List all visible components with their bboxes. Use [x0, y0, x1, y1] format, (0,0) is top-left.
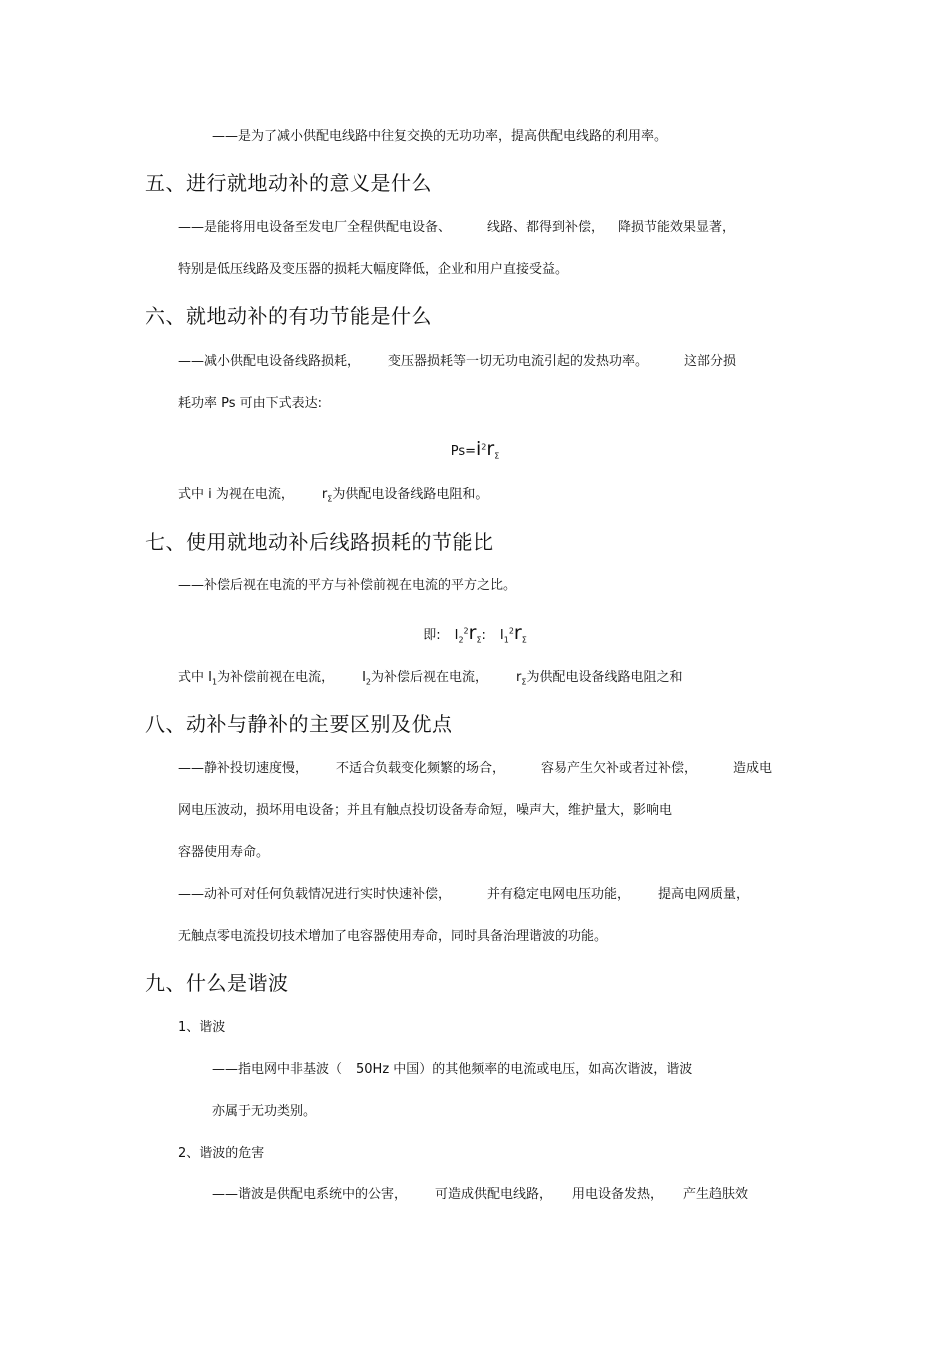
formula-ratio-colon: : — [481, 628, 486, 643]
section-8-paragraph-line-3: 容器使用寿命。 — [178, 845, 270, 860]
s9-sub1-part-b: 50Hz 中国）的其他频率的电流或电压，如高次谐波，谐波 — [356, 1062, 693, 1077]
s7-note-part-d: 为补偿后视在电流， — [371, 670, 489, 685]
s7-note-part-f: 为供配电设备线路电阻之和 — [526, 670, 683, 685]
s8-p1-part-b: 不适合负载变化频繁的场合， — [336, 761, 506, 776]
section-7-note — [178, 669, 682, 687]
s7-note-sigma: Σ — [521, 677, 527, 687]
section-6-heading: 六、就地动补的有功节能是什么 — [145, 304, 432, 328]
section-5-paragraph-line-1 — [178, 219, 735, 237]
s9-sub2-part-c: 用电设备发热， — [572, 1187, 664, 1202]
section-9-subheading-1: 1、谐波 — [178, 1020, 226, 1035]
s8-p4-part-b: 并有稳定电网电压功能， — [487, 887, 631, 902]
s9-sub2-part-b: 可造成供配电线路， — [435, 1187, 553, 1202]
s6-p1-part-b: 变压器损耗等一切无功电流引起的发热功率。 — [388, 354, 649, 369]
section-6-note — [178, 486, 488, 504]
formula-ps — [0, 440, 950, 461]
formula-ratio-exp1: 2 — [508, 626, 514, 636]
section-5-heading: 五、进行就地动补的意义是什么 — [145, 171, 432, 195]
formula-ps-i: i — [476, 438, 482, 460]
formula-ps-r: r — [486, 438, 495, 460]
formula-ratio-sub2: 2 — [458, 635, 464, 645]
section-9-subheading-2: 2、谐波的危害 — [178, 1146, 265, 1161]
s5-p1-part-a: ——是能将用电设备至发电厂全程供配电设备、 — [178, 220, 452, 235]
formula-ratio-sub1: 1 — [503, 635, 509, 645]
s7-note-part-c: I — [362, 670, 366, 685]
section-9-sub1-line-1 — [212, 1061, 692, 1079]
section-8-paragraph-line-5: 无触点零电流投切技术增加了电容器使用寿命，同时具备治理谐波的功能。 — [178, 929, 608, 944]
section-9-heading: 九、什么是谐波 — [145, 971, 289, 995]
formula-ratio-r1: r — [513, 622, 522, 644]
formula-ratio — [0, 624, 950, 645]
section-8-paragraph-line-1 — [178, 760, 772, 778]
s7-note-part-b: 为补偿前视在电流， — [217, 670, 335, 685]
s6-p1-part-a: ——减小供配电设备线路损耗， — [178, 354, 361, 369]
section-8-heading: 八、动补与静补的主要区别及优点 — [145, 712, 453, 736]
s6-note-part-a: 式中 i 为视在电流， — [178, 487, 294, 502]
s6-note-r: r — [321, 487, 328, 502]
s8-p1-part-a: ——静补投切速度慢， — [178, 761, 309, 776]
section-8-paragraph-line-2: 网电压波动，损坏用电设备；并且有触点投切设备寿命短，噪声大，维护量大，影响电 — [178, 803, 673, 818]
s6-note-sigma: Σ — [327, 494, 333, 504]
formula-ratio-exp2: 2 — [463, 626, 469, 636]
s9-sub2-part-d: 产生趋肤效 — [683, 1187, 749, 1202]
section-8-paragraph-line-4 — [178, 886, 749, 904]
formula-ratio-I1: I — [499, 628, 504, 643]
formula-ratio-prefix: 即: — [423, 628, 441, 643]
section-9-sub2-line-1 — [212, 1186, 748, 1204]
s8-p4-part-c: 提高电网质量， — [658, 887, 750, 902]
formula-ratio-r2: r — [468, 622, 477, 644]
s8-p1-part-c: 容易产生欠补或者过补偿， — [541, 761, 698, 776]
s7-note-part-e: r — [516, 670, 522, 685]
formula-ratio-I2: I — [454, 628, 459, 643]
s7-note-sub2: 2 — [365, 677, 372, 687]
s8-p1-part-d: 造成电 — [733, 761, 773, 776]
section-6-paragraph-line-1 — [178, 353, 736, 371]
s7-note-sub1: 1 — [211, 677, 218, 687]
formula-ps-sigma: Σ — [494, 451, 500, 461]
s9-sub1-part-a: ——指电网中非基波（ — [212, 1062, 343, 1077]
section-7-heading: 七、使用就地动补后线路损耗的节能比 — [145, 530, 494, 554]
s5-p1-part-b: 线路、都得到补偿， — [487, 220, 605, 235]
s6-note-part-b: 为供配电设备线路电阻和。 — [332, 487, 489, 502]
section-6-paragraph-line-2: 耗功率 Ps 可由下式表达: — [178, 396, 323, 411]
section-5-paragraph-line-2: 特别是低压线路及变压器的损耗大幅度降低，企业和用户直接受益。 — [178, 262, 569, 277]
s8-p4-part-a: ——动补可对任何负载情况进行实时快速补偿， — [178, 887, 452, 902]
formula-ratio-sigma2: Σ — [476, 635, 482, 645]
s6-p1-part-c: 这部分损 — [684, 354, 737, 369]
intro-line: ——是为了减小供配电线路中往复交换的无功功率，提高供配电线路的利用率。 — [212, 129, 668, 144]
section-9-sub1-line-2: 亦属于无功类别。 — [212, 1104, 317, 1119]
s9-sub2-part-a: ——谐波是供配电系统中的公害， — [212, 1187, 408, 1202]
formula-ratio-sigma1: Σ — [521, 635, 527, 645]
formula-ps-exponent: 2 — [481, 442, 487, 452]
section-7-paragraph: ——补偿后视在电流的平方与补偿前视在电流的平方之比。 — [178, 578, 517, 593]
s7-note-part-a: 式中 I — [178, 670, 212, 685]
s5-p1-part-c: 降损节能效果显著， — [618, 220, 736, 235]
formula-ps-lhs: Ps= — [450, 444, 477, 459]
